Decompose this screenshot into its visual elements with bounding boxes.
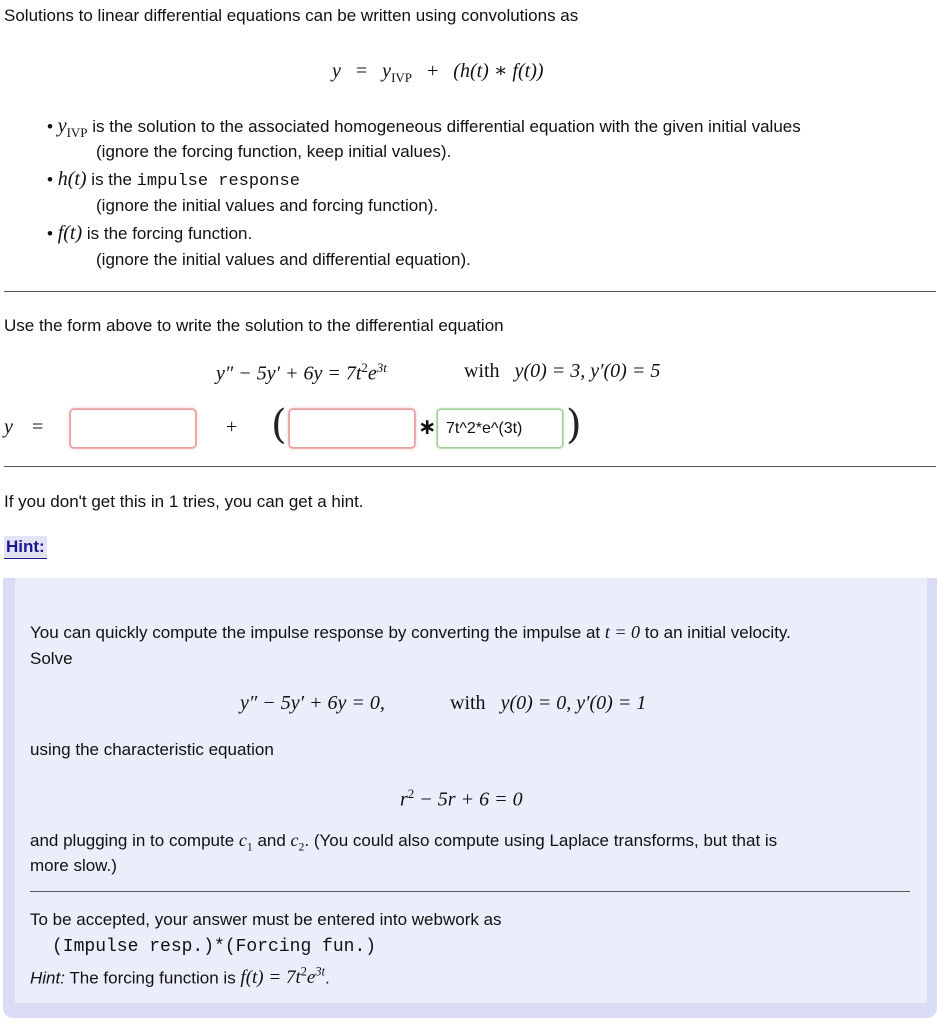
answer-y-label: y — [4, 416, 13, 438]
intro-text: Solutions to linear differential equations can be written using convolutions as — [4, 6, 579, 25]
bullet-forcing: • f(t) is the forcing function. — [47, 222, 253, 244]
answer-plus: + — [226, 416, 238, 438]
hint-divider — [30, 891, 910, 892]
differential-equation: $y'' - 5y' + 6y = 7t^2e^{3t}$ — [216, 360, 387, 385]
open-paren: ( — [271, 402, 287, 448]
hint-paragraph-1: You can quickly compute the impulse response by converting the impulse at t = 0 to an initial velocity. — [30, 622, 791, 642]
close-paren: ) — [566, 402, 582, 448]
hint-solve-label: Solve — [30, 649, 73, 668]
impulse-response-term: impulse response — [136, 172, 300, 191]
forcing-function-input[interactable] — [438, 410, 562, 447]
convolution-star: ∗ — [418, 414, 437, 439]
initial-conditions: with y(0) = 3, y′(0) = 5 — [464, 360, 661, 382]
hint-toggle-link[interactable]: Hint: — [4, 536, 47, 559]
forcing-function-field[interactable] — [437, 409, 563, 448]
bullet-impulse: • h(t) is the impulse response — [47, 168, 300, 191]
hint-paragraph-3b: more slow.) — [30, 856, 117, 875]
problem-instruction: Use the form above to write the solution to the differential equation — [4, 316, 504, 335]
main-formula: $y = y_{IVP} + (h(t)$ ∗ f(t)) — [332, 60, 544, 85]
yivp-answer-input[interactable] — [71, 410, 195, 447]
hint-paragraph-4: To be accepted, your answer must be entered into webwork as — [30, 910, 502, 929]
divider — [4, 291, 936, 292]
impulse-response-field[interactable] — [289, 409, 415, 448]
characteristic-equation: $r^2 - 5r + 6 = 0$ — [400, 786, 523, 811]
bullet-yivp-note: (ignore the forcing function, keep initial values). — [96, 142, 452, 161]
divider-2 — [4, 466, 936, 467]
bullet-forcing-note: (ignore the initial values and differential equation). — [96, 250, 471, 269]
yivp-answer-field[interactable] — [70, 409, 196, 448]
impulse-response-input[interactable] — [290, 410, 414, 447]
hint-conditions-1: with y(0) = 0, y′(0) = 1 — [450, 692, 647, 714]
tries-message: If you don't get this in 1 tries, you can get a hint. — [4, 492, 364, 511]
hint-equation-1: y″ − 5y′ + 6y = 0, — [240, 692, 385, 714]
bullet-impulse-note: (ignore the initial values and forcing function). — [96, 196, 439, 215]
hint-paragraph-3: and plugging in to compute $c_1$ and $c_2$. (You could also compute using Laplace transforms, but that is — [30, 830, 778, 854]
hint-forcing-note: Hint: The forcing function is $f(t) = 7t^2e^{3t}$. — [30, 965, 330, 989]
bullet-yivp: • $y_{IVP}$ is the solution to the associated homogeneous differential equation with the given initial values — [47, 115, 801, 140]
hint-paragraph-2: using the characteristic equation — [30, 740, 274, 759]
answer-equals: = — [32, 416, 44, 438]
hint-answer-format: (Impulse resp.)*(Forcing fun.) — [52, 937, 377, 957]
